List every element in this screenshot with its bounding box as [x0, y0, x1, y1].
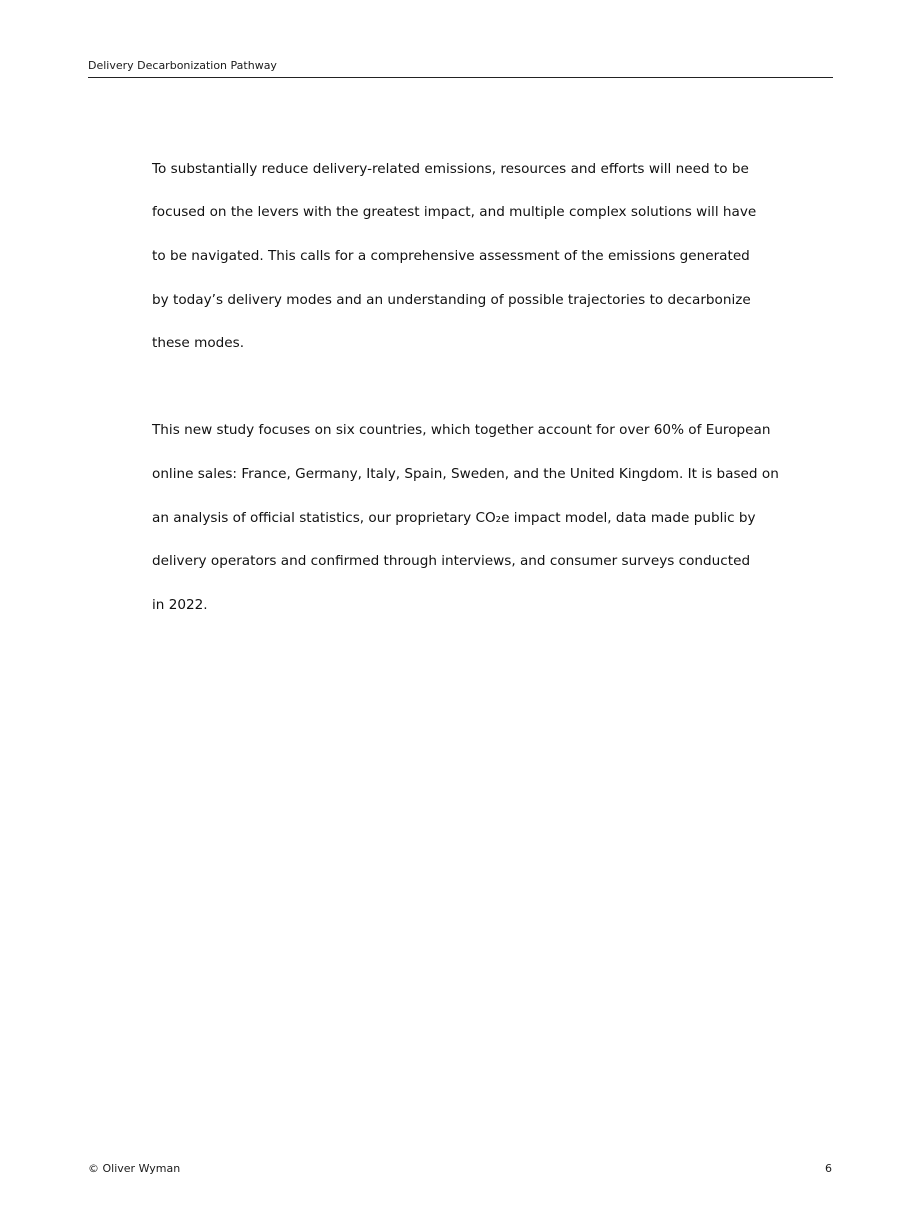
text-line: by today’s delivery modes and an understanding of possible trajectories to decarbonize [152, 291, 751, 308]
text-line: This new study focuses on six countries, which together account for over 60% of European [152, 422, 771, 439]
text-line: an analysis of official statistics, our proprietary CO₂e impact model, data made public by [152, 509, 756, 526]
text-line: in 2022. [152, 596, 208, 613]
main-content [152, 137, 779, 638]
body-paragraph-1 [152, 137, 764, 377]
text-line: online sales: France, Germany, Italy, Spain, Sweden, and the United Kingdom. It is based on [152, 465, 779, 482]
body-paragraph-2 [152, 399, 779, 639]
footer-copyright: © Oliver Wyman [88, 1162, 181, 1175]
text-line: to be navigated. This calls for a comprehensive assessment of the emissions generated [152, 247, 750, 264]
text-line: To substantially reduce delivery-related emissions, resources and efforts will need to be [152, 160, 749, 177]
text-line: these modes. [152, 335, 245, 352]
text-line: focused on the levers with the greatest impact, and multiple complex solutions will have [152, 204, 757, 221]
document-title: Delivery Decarbonization Pathway [88, 59, 277, 72]
running-header [88, 59, 833, 78]
text-line: delivery operators and confirmed through interviews, and consumer surveys conducted [152, 553, 751, 570]
page-number: 6 [825, 1162, 832, 1175]
